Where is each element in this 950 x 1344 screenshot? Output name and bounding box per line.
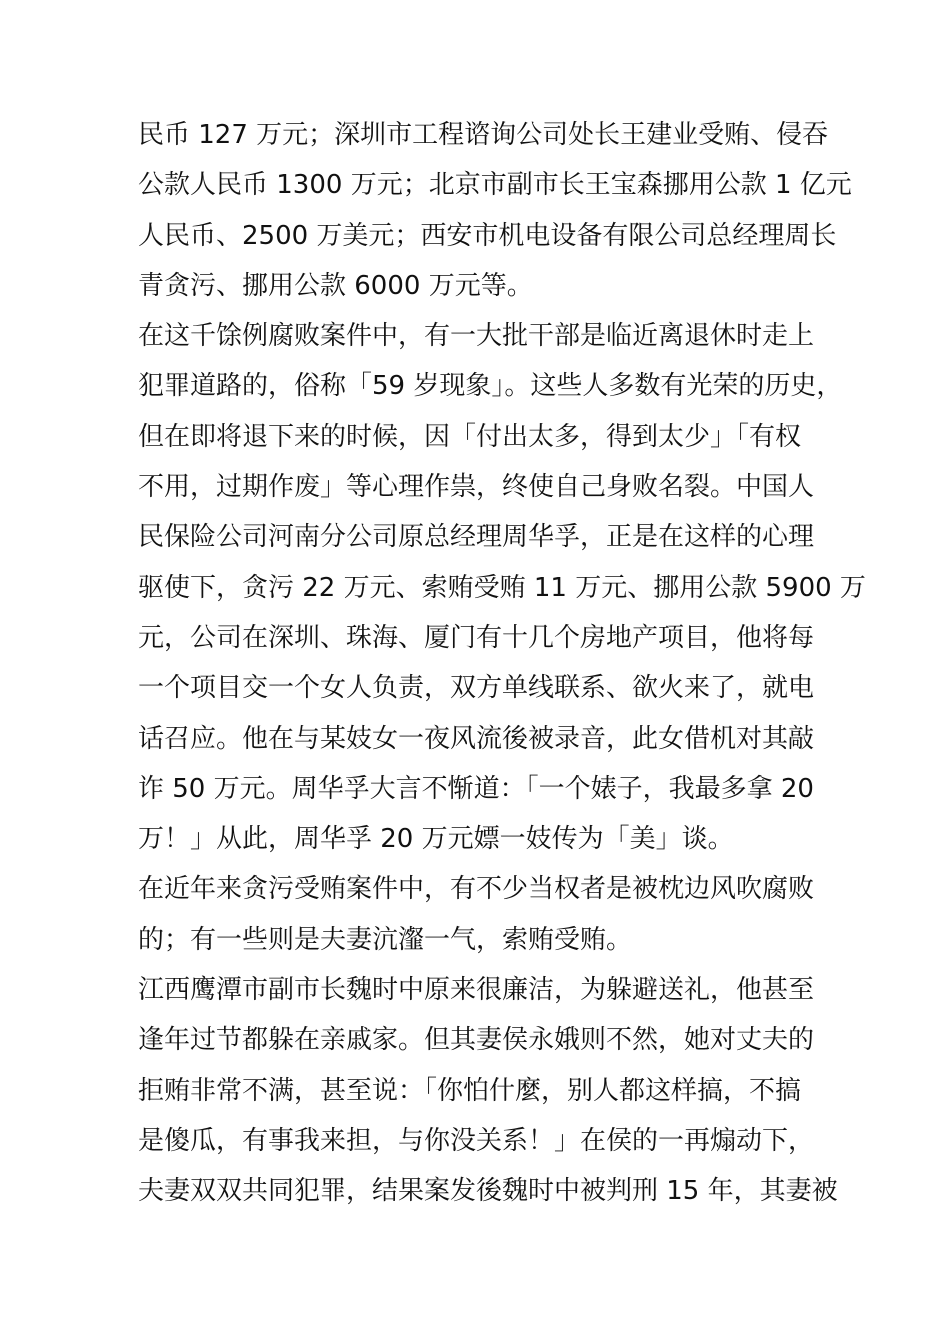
- text-line: 话召应。他在与某妓女一夜风流後被录音，此女借机对其敲: [138, 723, 815, 754]
- text-line: 人民币、2500 万美元；西安市机电设备有限公司总经理周长: [138, 220, 837, 251]
- text-line: 犯罪道路的，俗称「59 岁现象」。这些人多数有光荣的历史，: [138, 371, 843, 402]
- text-line: 不用，过期作废」等心理作祟，终使自己身败名裂。中国人: [138, 472, 815, 503]
- text-line: 逢年过节都躲在亲戚家。但其妻侯永娥则不然，她对丈夫的: [138, 1025, 815, 1056]
- text-line: 万！」从此，周华孚 20 万元嫖一妓传为「美」谈。: [138, 824, 734, 855]
- text-line: 青贪污、挪用公款 6000 万元等。: [138, 270, 533, 301]
- document-body: [138, 110, 866, 1217]
- text-line: 拒贿非常不满，甚至说：「你怕什麼，别人都这样搞，不搞: [138, 1075, 802, 1106]
- text-line: 夫妻双双共同犯罪，结果案发後魏时中被判刑 15 年，其妻被: [138, 1176, 838, 1207]
- text-line: 的；有一些则是夫妻沆瀣一气，索贿受贿。: [138, 924, 633, 955]
- text-line: 一个项目交一个女人负责，双方单线联系、欲火来了，就电: [138, 673, 815, 704]
- text-line: 江西鹰潭市副市长魏时中原来很廉洁，为躲避送礼，他甚至: [138, 975, 815, 1006]
- text-line: 公款人民币 1300 万元；北京市副市长王宝森挪用公款 1 亿元: [138, 170, 852, 201]
- text-line: 民币 127 万元；深圳市工程谘询公司处长王建业受贿、侵吞: [138, 120, 829, 150]
- text-line: 诈 50 万元。周华孚大言不惭道：「一个婊子，我最多拿 20: [138, 773, 814, 804]
- text-line: 驱使下，贪污 22 万元、索贿受贿 11 万元、挪用公款 5900 万: [138, 572, 866, 603]
- text-line: 在近年来贪污受贿案件中，有不少当权者是被枕边风吹腐败: [138, 874, 815, 905]
- text-line: 是傻瓜，有事我来担，与你没关系！」在侯的一再煽动下，: [138, 1125, 815, 1156]
- text-line: 元，公司在深圳、珠海、厦门有十几个房地产项目，他将每: [138, 622, 815, 653]
- text-line: 在这千馀例腐败案件中，有一大批干部是临近离退休时走上: [138, 321, 815, 352]
- text-line: 民保险公司河南分公司原总经理周华孚，正是在这样的心理: [138, 522, 815, 553]
- text-line: 但在即将退下来的时候，因「付出太多，得到太少」「有权: [138, 421, 802, 452]
